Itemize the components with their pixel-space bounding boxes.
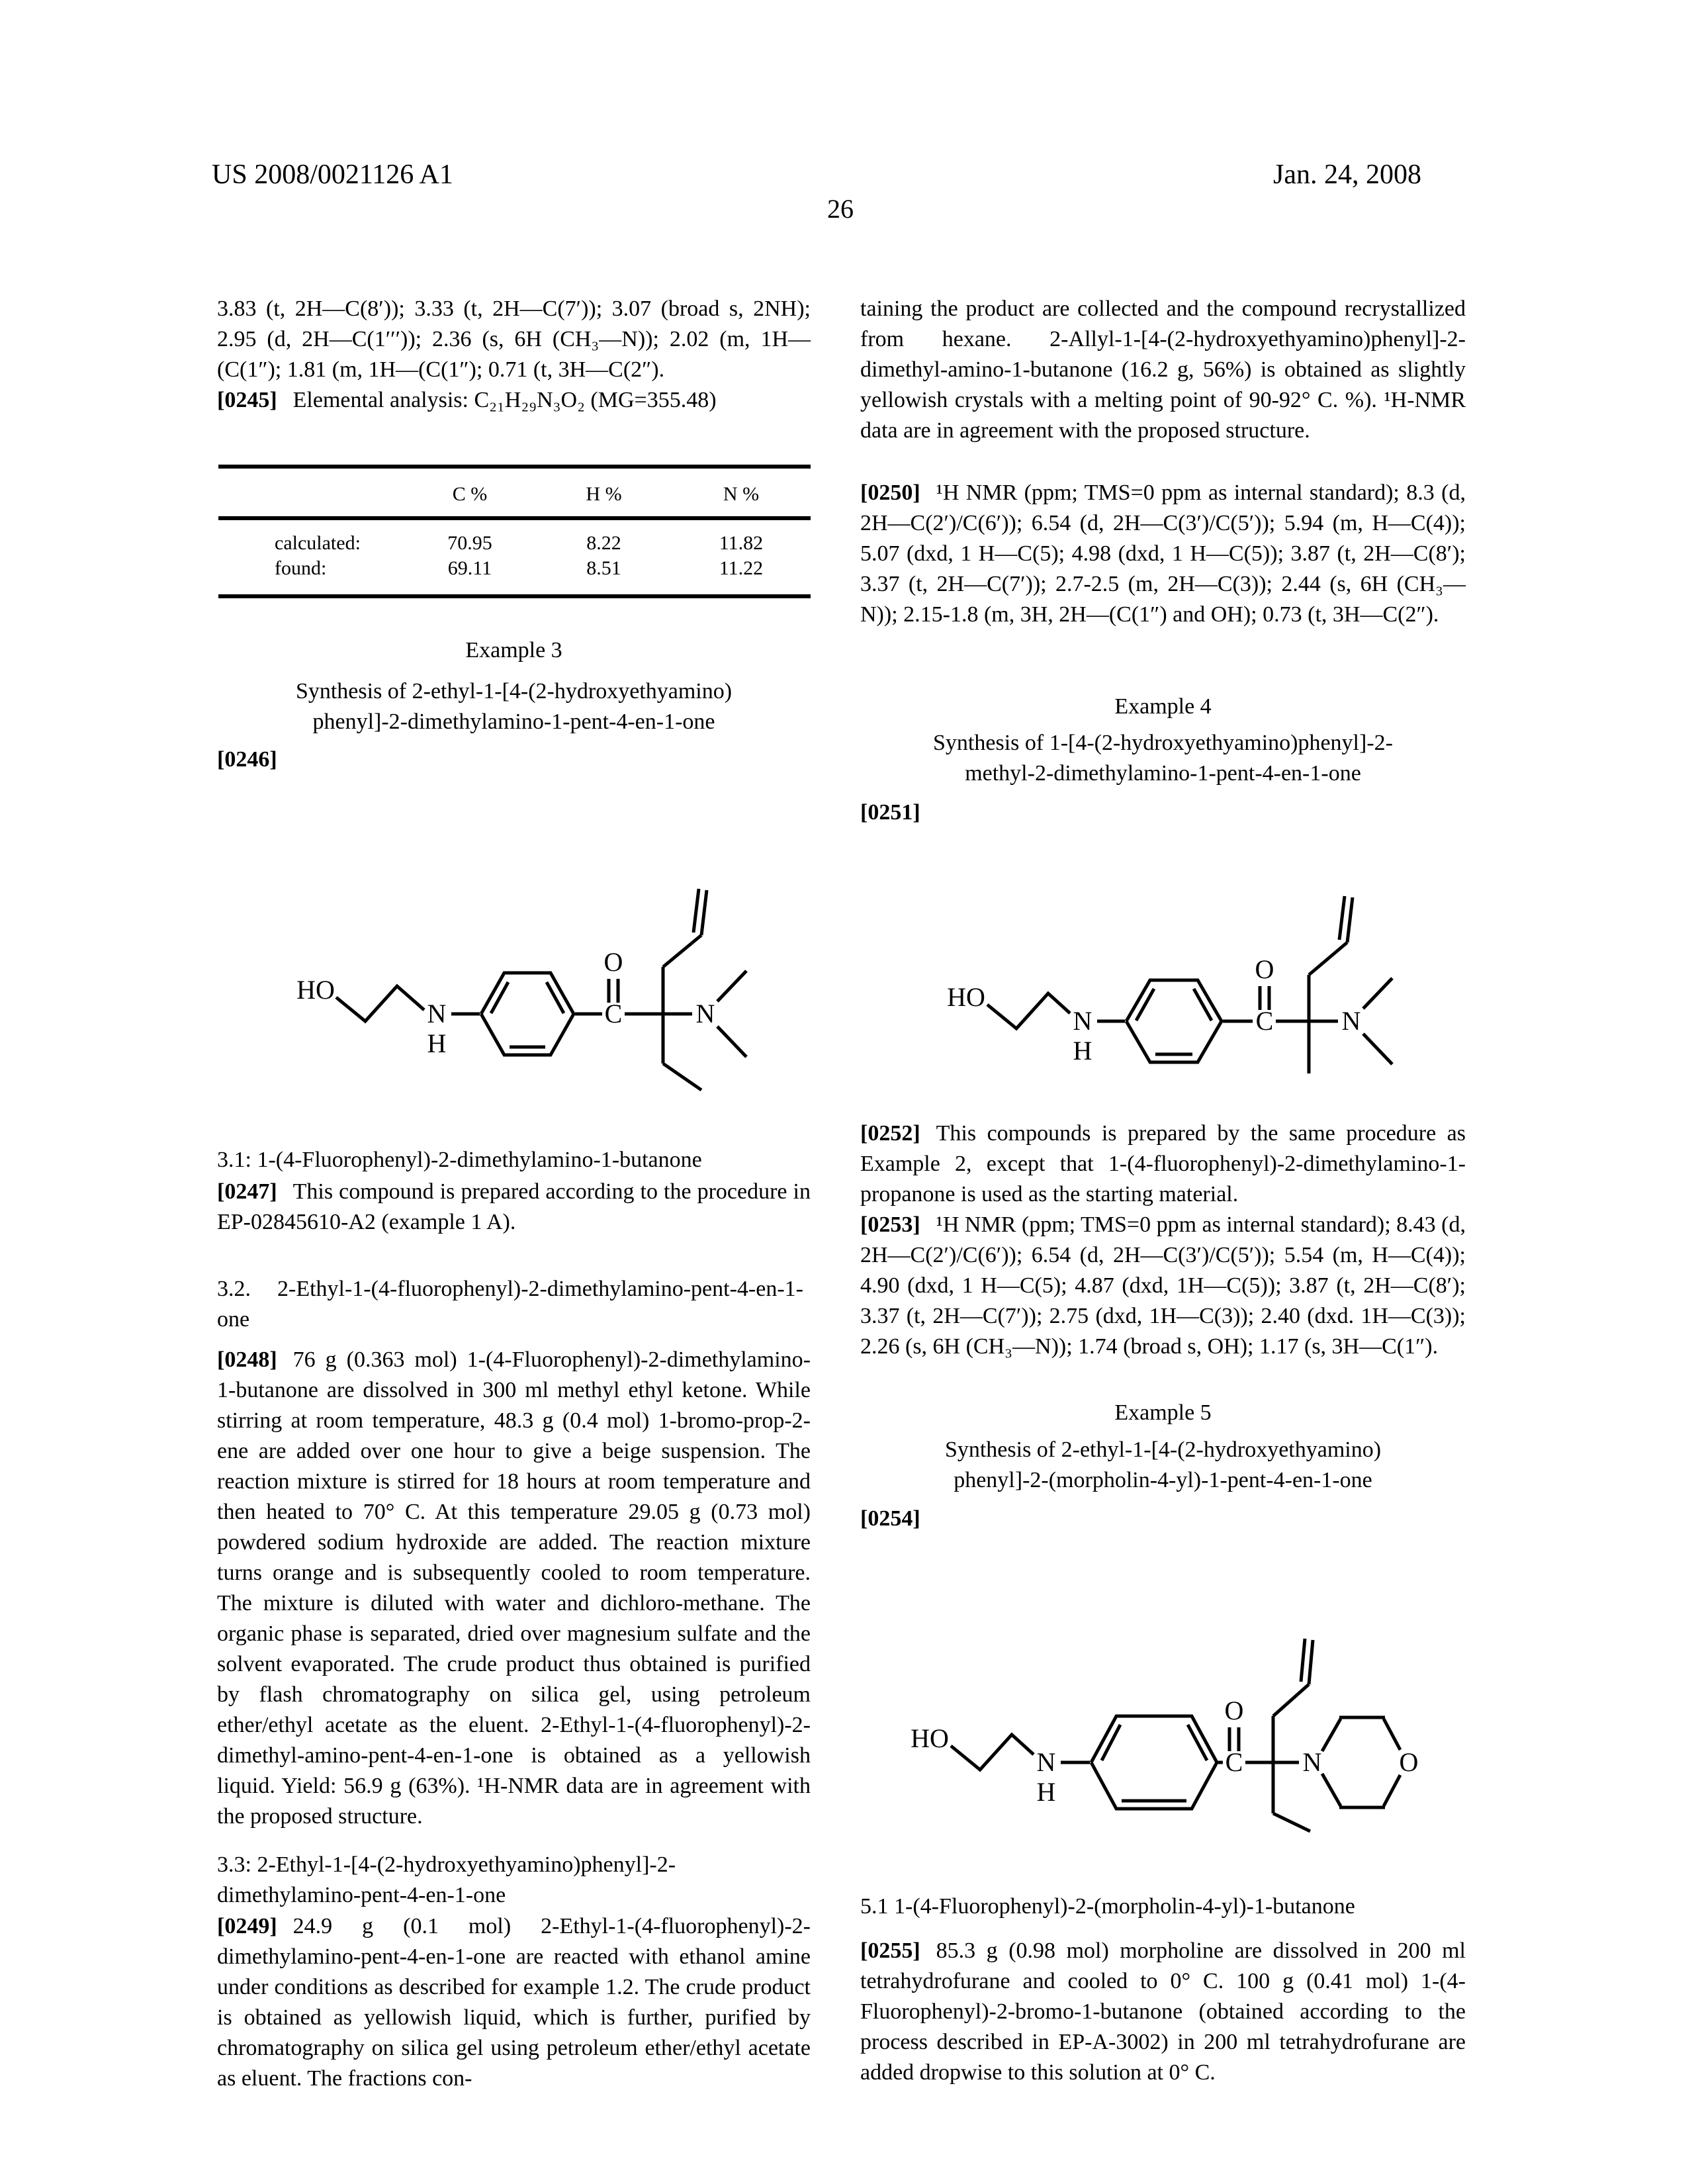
table-cell-h: 8.51 bbox=[586, 557, 621, 579]
paragraph-tag: [0254] bbox=[860, 1506, 920, 1531]
example-4-title bbox=[860, 728, 1466, 789]
paragraph-0255 bbox=[860, 1936, 1466, 2088]
paragraph-text: ¹H NMR (ppm; TMS=0 ppm as internal standard); 8.43 (d, 2H—C(2′)/C(6′)); 6.54 (d, 2H—C(3′)/C(5′)); 5.54 (m, H—C(4)); 4.90 (dxd, 1 H—C(5); 4.87 (dxd, 1H—C(5)); 3.87 (t, 2H—C(8′); 3.37 (t, 2H—C(7′)); 2.75 (dxd, 1H—C(3)); 2.40 (dxd. 1H—C(3)); 2.26 (s, 6H (CH₃—N)); 1.74 (broad s, OH); 1.17 (s, 3H—C(1″). bbox=[860, 1212, 1466, 1359]
atom-label-ho: HO bbox=[947, 982, 985, 1012]
paragraph-text: ¹H NMR (ppm; TMS=0 ppm as internal standard); 8.3 (d, 2H—C(2′)/C(6′)); 6.54 (d, 2H—C(3′)/C(5′)); 5.94 (m, H—C(4)); 5.07 (dxd, 1 H—C(5); 4.98 (dxd, 1 H—C(5)); 3.87 (t, 2H—C(8′); 3.37 (t, 2H—C(7′)); 2.7-2.5 (m, 2H—C(3)); 2.44 (s, 6H (CH₃—N)); 2.15-1.8 (m, 3H, 2H—(C(1″) and OH); 0.73 (t, 3H—C(2″). bbox=[860, 480, 1466, 627]
paragraph-tag: [0253] bbox=[860, 1212, 920, 1237]
paragraph-tag: [0248] bbox=[217, 1347, 277, 1372]
bond bbox=[987, 993, 1070, 1028]
paragraph-0252 bbox=[860, 1118, 1466, 1210]
atom-label-n: N bbox=[695, 999, 715, 1028]
atom-label-o: O bbox=[603, 947, 623, 977]
table-rule-bottom bbox=[218, 594, 811, 598]
section-heading-3-3: 3.3: 2-Ethyl-1-[4-(2-hydroxyethyamino)phenyl]-2-dimethylamino-pent-4-en-1-one bbox=[217, 1852, 676, 1907]
paragraph-text: 3.83 (t, 2H—C(8′)); 3.33 (t, 2H—C(7′)); 3.07 (broad s, 2NH); 2.95 (d, 2H—C(1′′′)); 2.36 (s, 6H (CH₃—N)); 2.02 (m, 1H—(C(1″); 1.81 (m, 1H—(C(1″); 0.71 (t, 3H—C(2″). bbox=[217, 296, 811, 382]
double-bond-inner bbox=[1136, 989, 1154, 1021]
paragraph-nmr-continuation bbox=[217, 294, 811, 385]
paragraph-text: Elemental analysis: C₂₁H₂₉N₃O₂ (MG=355.48) bbox=[292, 388, 717, 412]
paragraph-tag: [0255] bbox=[860, 1938, 920, 1963]
table-cell-label: calculated: bbox=[275, 532, 361, 554]
atom-label-h: H bbox=[1036, 1777, 1056, 1807]
bond bbox=[1309, 942, 1347, 975]
title-line: Synthesis of 2-ethyl-1-[4-(2-hydroxyethyamino) bbox=[295, 679, 733, 704]
bond bbox=[663, 935, 701, 967]
paragraph-tag: [0251] bbox=[860, 800, 920, 825]
section-heading-3-2 bbox=[217, 1274, 811, 1335]
structure-example-4 bbox=[900, 854, 1409, 1085]
paragraph-tag: [0249] bbox=[217, 1914, 277, 1938]
double-bond bbox=[1347, 897, 1353, 942]
atom-label-n: N bbox=[1073, 1006, 1092, 1036]
atom-label-c: C bbox=[1225, 1747, 1243, 1777]
paragraph-text: 76 g (0.363 mol) 1-(4-Fluorophenyl)-2-dimethylamino-1-butanone are dissolved in 300 ml methyl ethyl ketone. While stirring at room temperature, 48.3 g (0.4 mol) 1-bromo-prop-2-ene are added over one hour to give a beige suspension. The reaction mixture is stirred for 18 hours at room temperature and then heated to 70° C. At this temperature 29.05 g (0.73 mol) powdered sodium hydroxide are added. The reaction mixture turns orange and is subsequently cooled to room temperature. The mixture is diluted with water and dichloro-methane. The organic phase is separated, dried over magnesium sulfate and the solvent evaporated. The crude product thus obtained is purified by flash chromatography on silica gel, using petroleum ether/ethyl acetate as the eluent. 2-Ethyl-1-(4-fluorophenyl)-2-dimethyl-amino-pent-4-en-1-one is obtained as a yellowish liquid. Yield: 56.9 g (63%). ¹H-NMR data are in agreement with the proposed structure. bbox=[217, 1347, 811, 1829]
bond bbox=[951, 1735, 1034, 1770]
atom-label-n: N bbox=[427, 999, 447, 1028]
bond bbox=[1363, 1034, 1392, 1064]
paragraph-text: 24.9 g (0.1 mol) 2-Ethyl-1-(4-fluorophenyl)-2-dimethylamino-pent-4-en-1-one are reacted with ethanol amine under conditions as described for example 1.2. The crude product is obtained as yellowish liquid, which is further, purified by chromatography on silica gel using petroleum ether/ethyl acetate as eluent. The fractions con- bbox=[217, 1914, 811, 2091]
double-bond-inner bbox=[1194, 989, 1212, 1021]
table-header-h: H % bbox=[586, 483, 622, 505]
example-5-heading: Example 5 bbox=[1114, 1400, 1212, 1425]
bond bbox=[717, 971, 746, 1001]
section-heading-3-1: 3.1: 1-(4-Fluorophenyl)-2-dimethylamino-1-butanone bbox=[217, 1148, 702, 1172]
paragraph-0247 bbox=[217, 1177, 811, 1238]
table-header-c: C % bbox=[452, 483, 488, 505]
paragraph-text: taining the product are collected and the compound recrystallized from hexane. 2-Allyl-1-[4-(2-hydroxyethyamino)phenyl]-2-dimethyl-amino-1-butanone (16.2 g, 56%) is obtained as slightly yellowish crystals with a melting point of 90-92° C. %). ¹H-NMR data are in agreement with the proposed structure. bbox=[860, 296, 1466, 443]
example-5-title bbox=[860, 1435, 1466, 1496]
atom-label-ho: HO bbox=[296, 975, 335, 1005]
paragraph-0249-continuation bbox=[860, 294, 1466, 446]
atom-label-n: N bbox=[1302, 1747, 1322, 1777]
double-bond bbox=[1339, 896, 1345, 940]
atom-label-c: C bbox=[604, 999, 623, 1028]
paragraph-0248 bbox=[217, 1345, 811, 1832]
table-cell-label: found: bbox=[275, 557, 327, 579]
double-bond-inner bbox=[1188, 1725, 1207, 1760]
table-cell-h: 8.22 bbox=[586, 532, 621, 554]
double-bond-inner bbox=[491, 982, 508, 1013]
table-cell-n: 11.22 bbox=[719, 557, 764, 579]
paragraph-0249 bbox=[217, 1911, 811, 2094]
atom-label-o: O bbox=[1255, 954, 1274, 984]
double-bond bbox=[1309, 1640, 1313, 1684]
paragraph-text: 85.3 g (0.98 mol) morpholine are dissolved in 200 ml tetrahydrofurane and cooled to 0° C. 100 g (0.41 mol) 1-(4-Fluorophenyl)-2-bromo-1-butanone (obtained according to the process described in EP-A-3002) in 200 ml tetrahydrofurane are added dropwise to this solution at 0° C. bbox=[860, 1938, 1466, 2085]
paragraph-0250 bbox=[860, 478, 1466, 630]
table-row bbox=[218, 520, 811, 555]
bond bbox=[1363, 978, 1392, 1009]
atom-label-n: N bbox=[1036, 1747, 1056, 1777]
double-bond-inner bbox=[547, 982, 564, 1013]
bond bbox=[1384, 1719, 1400, 1750]
double-bond bbox=[701, 890, 707, 935]
bond bbox=[1273, 1813, 1310, 1831]
paragraph-tag: [0247] bbox=[217, 1179, 277, 1204]
paragraph-tag: [0245] bbox=[217, 388, 277, 412]
title-line: phenyl]-2-dimethylamino-1-pent-4-en-1-one bbox=[312, 709, 715, 734]
title-line: Synthesis of 2-ethyl-1-[4-(2-hydroxyethyamino) bbox=[944, 1437, 1382, 1462]
bond bbox=[717, 1026, 746, 1057]
header-date: Jan. 24, 2008 bbox=[1273, 159, 1421, 190]
bond bbox=[1384, 1775, 1400, 1806]
paragraph-tag: [0250] bbox=[860, 480, 920, 505]
structure-example-3 bbox=[285, 850, 761, 1099]
double-bond bbox=[1301, 1639, 1305, 1682]
paragraph-text: This compound is prepared according to the procedure in EP-02845610-A2 (example 1 A). bbox=[217, 1179, 811, 1234]
section-heading-5-1: 5.1 1-(4-Fluorophenyl)-2-(morpholin-4-yl)-1-butanone bbox=[860, 1894, 1355, 1919]
table-cell-c: 70.95 bbox=[447, 532, 492, 554]
example-3-heading: Example 3 bbox=[465, 638, 562, 662]
table-cell-n: 11.82 bbox=[719, 532, 764, 554]
paragraph-0245 bbox=[217, 385, 811, 416]
title-line: phenyl]-2-(morpholin-4-yl)-1-pent-4-en-1-one bbox=[954, 1468, 1372, 1492]
bond bbox=[663, 1064, 701, 1090]
double-bond-inner bbox=[1102, 1725, 1120, 1760]
table-cell-c: 69.11 bbox=[447, 557, 492, 579]
paragraph-0253 bbox=[860, 1210, 1466, 1362]
table-row bbox=[218, 555, 811, 594]
benzene-ring bbox=[1126, 980, 1222, 1062]
benzene-ring bbox=[1091, 1716, 1217, 1809]
atom-label-h: H bbox=[1073, 1036, 1092, 1066]
paragraph-0254-tag bbox=[860, 1504, 1466, 1534]
atom-label-o: O bbox=[1399, 1747, 1419, 1777]
bond bbox=[1273, 1684, 1309, 1716]
elemental-analysis-table bbox=[218, 465, 811, 598]
atom-label-h: H bbox=[427, 1028, 447, 1058]
table-header-empty bbox=[218, 483, 404, 506]
section-number: 3.2. bbox=[217, 1277, 251, 1301]
table-header-n: N % bbox=[723, 483, 760, 505]
structure-example-5 bbox=[893, 1598, 1429, 1840]
benzene-ring bbox=[481, 973, 574, 1055]
example-4-heading: Example 4 bbox=[1114, 694, 1212, 719]
double-bond bbox=[693, 889, 699, 933]
bond bbox=[336, 986, 424, 1021]
paragraph-tag: [0252] bbox=[860, 1121, 920, 1146]
bond bbox=[1322, 1774, 1341, 1806]
atom-label-o: O bbox=[1224, 1696, 1244, 1725]
table-header-row bbox=[218, 469, 811, 516]
atom-label-n: N bbox=[1341, 1006, 1361, 1036]
paragraph-0246-tag bbox=[217, 745, 811, 775]
title-line: methyl-2-dimethylamino-1-pent-4-en-1-one bbox=[965, 761, 1361, 786]
bond bbox=[1322, 1719, 1341, 1751]
example-3-title bbox=[217, 676, 811, 737]
paragraph-text: This compounds is prepared by the same procedure as Example 2, except that 1-(4-fluorophenyl)-2-dimethylamino-1-propanone is used as the starting material. bbox=[860, 1121, 1466, 1206]
title-line: Synthesis of 1-[4-(2-hydroxyethyamino)phenyl]-2- bbox=[933, 731, 1393, 755]
patent-number: US 2008/0021126 A1 bbox=[212, 159, 453, 190]
page-number: 26 bbox=[827, 194, 854, 224]
paragraph-0251-tag bbox=[860, 797, 1466, 828]
atom-label-c: C bbox=[1255, 1006, 1274, 1036]
section-title: 2-Ethyl-1-(4-fluorophenyl)-2-dimethylamino-pent-4-en-1-one bbox=[217, 1277, 803, 1332]
paragraph-tag: [0246] bbox=[217, 747, 277, 772]
atom-label-ho: HO bbox=[911, 1723, 949, 1753]
